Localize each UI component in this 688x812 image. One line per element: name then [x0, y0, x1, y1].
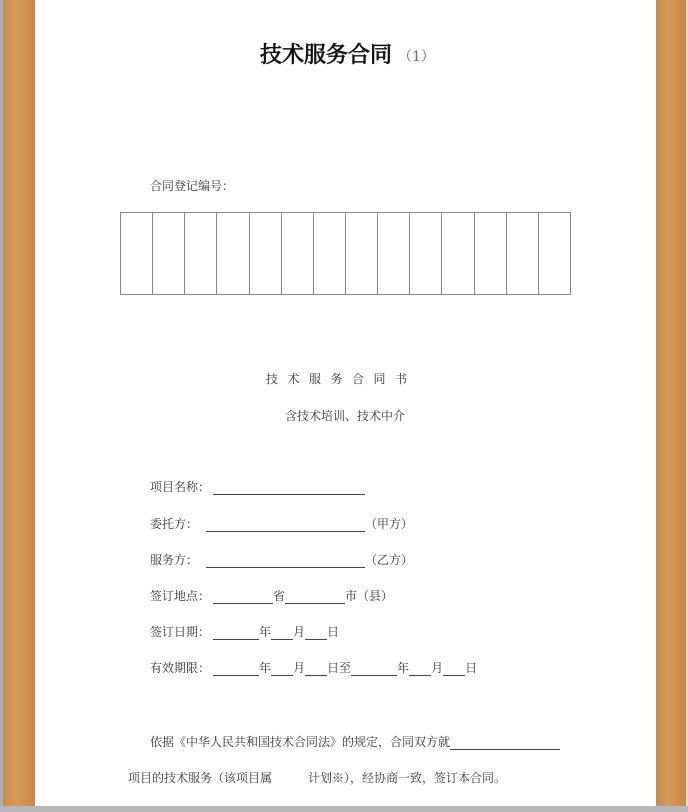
registration-box[interactable]	[507, 213, 539, 294]
wood-frame-left	[3, 0, 35, 812]
client-input[interactable]	[206, 517, 365, 532]
validity-end-month-input[interactable]	[409, 661, 431, 676]
bottom-edge	[0, 806, 688, 812]
registration-box[interactable]	[410, 213, 442, 294]
registration-box[interactable]	[475, 213, 507, 294]
registration-number-label: 合同登记编号：	[150, 179, 235, 193]
service-provider-field	[150, 551, 413, 568]
validity-label: 有效期限：	[150, 661, 211, 675]
wood-frame-right	[656, 0, 686, 812]
signing-date-field	[150, 623, 339, 640]
document-title-suffix: （1）	[398, 49, 435, 65]
registration-box[interactable]	[185, 213, 217, 294]
day-label: 日	[327, 625, 340, 639]
year-label: 年	[397, 661, 410, 675]
contract-subtitle: 技术服务合同书	[266, 372, 417, 386]
month-label: 月	[293, 661, 306, 675]
validity-start-day-input[interactable]	[305, 661, 327, 676]
registration-box[interactable]	[346, 213, 378, 294]
signing-province-input[interactable]	[213, 589, 273, 604]
province-label: 省	[273, 589, 286, 603]
day-label: 日	[465, 661, 478, 675]
year-label: 年	[259, 625, 272, 639]
registration-box[interactable]	[314, 213, 346, 294]
signing-month-input[interactable]	[271, 625, 293, 640]
validity-end-day-input[interactable]	[443, 661, 465, 676]
registration-box[interactable]	[250, 213, 282, 294]
city-county-label: 市（县）	[345, 589, 394, 603]
service-provider-label: 服务方：	[150, 553, 199, 567]
validity-field	[150, 659, 477, 676]
document-title: 技术服务合同	[260, 43, 393, 68]
client-field	[150, 515, 413, 532]
validity-start-month-input[interactable]	[271, 661, 293, 676]
service-provider-suffix: （乙方）	[365, 553, 414, 567]
validity-start-year-input[interactable]	[213, 661, 259, 676]
registration-number-grid	[120, 212, 571, 295]
registration-box[interactable]	[121, 213, 153, 294]
project-name-label: 项目名称：	[150, 480, 211, 494]
registration-box[interactable]	[378, 213, 410, 294]
document-page	[35, 0, 656, 806]
paragraph-text-2b: 计划※），经协商一致，签订本合同。	[308, 771, 507, 785]
service-provider-input[interactable]	[206, 553, 365, 568]
paragraph-text-1: 依据《中华人民共和国技术合同法》的规定，合同双方就	[150, 735, 451, 749]
year-label: 年	[259, 661, 272, 675]
day-to-label: 日至	[327, 661, 352, 675]
paragraph-text-2a: 项目的技术服务（该项目属	[128, 771, 273, 785]
signing-year-input[interactable]	[213, 625, 259, 640]
contract-subtitle-note: 含技术培训、技术中介	[285, 409, 406, 423]
registration-box[interactable]	[282, 213, 314, 294]
registration-box[interactable]	[153, 213, 185, 294]
month-label: 月	[431, 661, 444, 675]
project-blank-input[interactable]	[450, 735, 560, 750]
signing-place-label: 签订地点：	[150, 589, 211, 603]
client-label: 委托方：	[150, 517, 199, 531]
registration-box[interactable]	[442, 213, 474, 294]
signing-city-input[interactable]	[285, 589, 345, 604]
registration-box[interactable]	[217, 213, 249, 294]
signing-date-label: 签订日期：	[150, 625, 211, 639]
paragraph-line-1	[150, 733, 560, 750]
paragraph-line-2	[128, 769, 506, 786]
month-label: 月	[293, 625, 306, 639]
project-name-field	[150, 478, 365, 495]
registration-box[interactable]	[539, 213, 571, 294]
signing-day-input[interactable]	[305, 625, 327, 640]
validity-end-year-input[interactable]	[351, 661, 397, 676]
signing-place-field	[150, 587, 393, 604]
client-suffix: （甲方）	[365, 517, 414, 531]
project-name-input[interactable]	[213, 480, 365, 495]
